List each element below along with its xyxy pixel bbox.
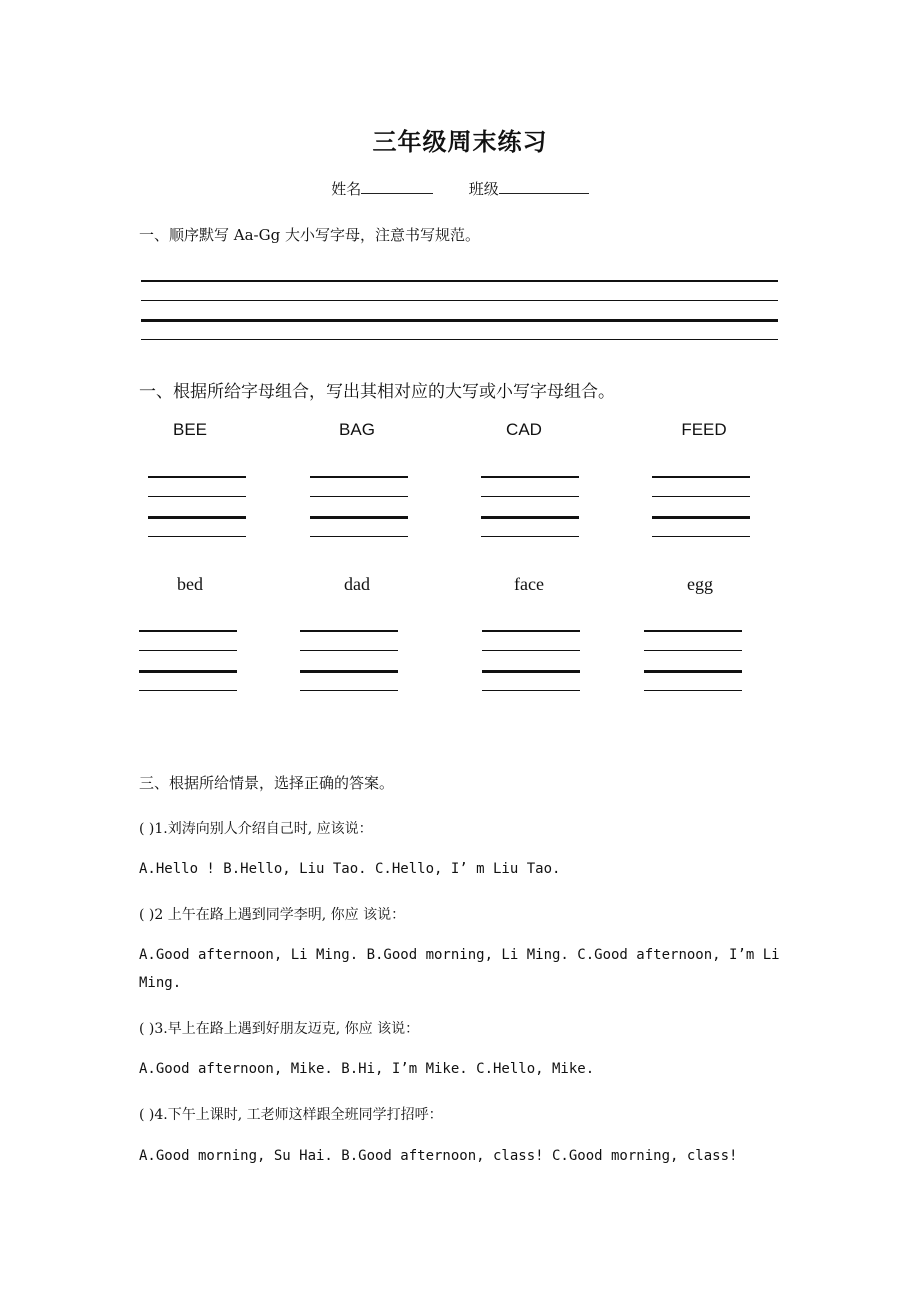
word-egg: egg <box>687 574 713 594</box>
question-2: ( )2 上午在路上遇到同学李明, 你应 该说： <box>139 907 406 923</box>
class-field[interactable] <box>499 179 589 194</box>
writing-lines[interactable] <box>644 626 742 698</box>
word-face: face <box>514 574 544 594</box>
question-3: ( )3.早上在路上遇到好朋友迈克, 你应 该说： <box>139 1021 420 1037</box>
word-feed: FEED <box>681 420 727 439</box>
alphabet-writing-lines[interactable] <box>141 276 778 346</box>
section-2-heading: 一、根据所给字母组合，写出其相对应的大写或小写字母组合。 <box>139 382 615 402</box>
question-4-options: A.Good morning, Su Hai. B.Good afternoon, class! C.Good morning, class! <box>139 1148 738 1164</box>
question-2-options-cont: Ming. <box>139 975 182 991</box>
word-cad: CAD <box>506 420 542 439</box>
question-1-options: A.Hello ! B.Hello, Liu Tao. C.Hello, I’ m Liu Tao. <box>139 861 561 877</box>
class-label: 班级 <box>468 180 499 198</box>
word-bag: BAG <box>339 420 375 439</box>
question-3-options: A.Good afternoon, Mike. B.Hi, I’m Mike. C.Hello, Mike. <box>139 1061 595 1077</box>
question-4: ( )4.下午上课时, 工老师这样跟全班同学打招呼： <box>139 1107 443 1123</box>
writing-lines[interactable] <box>139 626 237 698</box>
writing-lines[interactable] <box>310 472 408 544</box>
section-1-heading: 一、顺序默写 Aa-Gg 大小写字母，注意书写规范。 <box>139 226 480 244</box>
writing-lines[interactable] <box>148 472 246 544</box>
word-dad: dad <box>344 574 370 594</box>
word-bee: BEE <box>172 420 208 439</box>
name-label: 姓名 <box>331 180 362 198</box>
name-field[interactable] <box>361 179 433 194</box>
page-title: 三年级周末练习 <box>372 127 548 156</box>
writing-lines[interactable] <box>481 472 579 544</box>
writing-lines[interactable] <box>300 626 398 698</box>
writing-lines[interactable] <box>482 626 580 698</box>
question-1: ( )1.刘涛向别人介绍自己时, 应该说： <box>139 821 373 837</box>
word-bed: bed <box>177 574 203 594</box>
question-2-options: A.Good afternoon, Li Ming. B.Good morning, Li Ming. C.Good afternoon, I’m Li <box>139 947 780 963</box>
student-info <box>0 178 920 199</box>
writing-lines[interactable] <box>652 472 750 544</box>
section-3-heading: 三、根据所给情景，选择正确的答案。 <box>139 774 395 792</box>
